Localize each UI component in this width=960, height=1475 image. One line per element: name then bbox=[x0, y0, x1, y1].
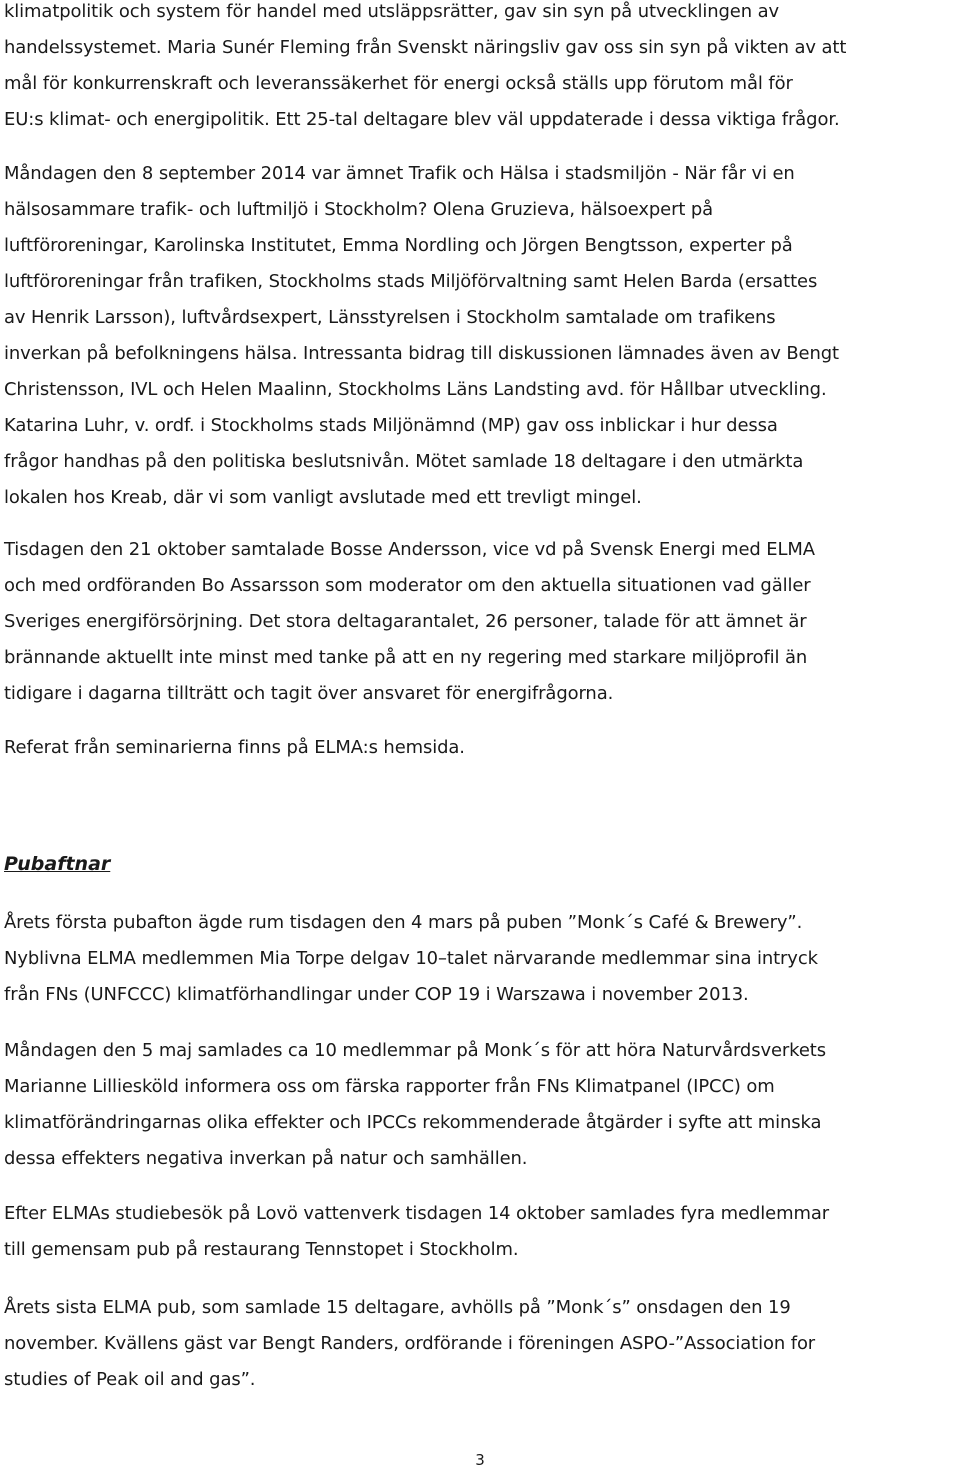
text-line: Marianne Lilliesköld informera oss om färska rapporter från FNs Klimatpanel (IPCC) om bbox=[4, 1076, 775, 1097]
paragraph-pub-mars bbox=[4, 905, 956, 1013]
text-line: Måndagen den 5 maj samlades ca 10 medlemmar på Monk´s för att höra Naturvårdsverkets bbox=[4, 1040, 826, 1061]
paragraph-trafik-halsa bbox=[4, 156, 956, 516]
text-line: från FNs (UNFCCC) klimatförhandlingar under COP 19 i Warszawa i november 2013. bbox=[4, 984, 749, 1005]
text-line: klimatpolitik och system för handel med utsläppsrätter, gav sin syn på utvecklingen av bbox=[4, 1, 779, 22]
text-line: frågor handhas på den politiska beslutsnivån. Mötet samlade 18 deltagare i den utmärkta bbox=[4, 451, 804, 472]
text-line: mål för konkurrenskraft och leveranssäkerhet för energi också ställs upp förutom mål för bbox=[4, 73, 793, 94]
text-line: luftföroreningar, Karolinska Institutet, Emma Nordling och Jörgen Bengtsson, experter på bbox=[4, 235, 793, 256]
text-line: Christensson, IVL och Helen Maalinn, Stockholms Läns Landsting avd. för Hållbar utveckling. bbox=[4, 379, 827, 400]
text-line: Årets första pubafton ägde rum tisdagen den 4 mars på puben ”Monk´s Café & Brewery”. bbox=[4, 912, 803, 933]
text-line: hälsosammare trafik- och luftmiljö i Stockholm? Olena Gruzieva, hälsoexpert på bbox=[4, 199, 714, 220]
text-line: Referat från seminarierna finns på ELMA:s hemsida. bbox=[4, 737, 465, 758]
text-line: lokalen hos Kreab, där vi som vanligt avslutade med ett trevligt mingel. bbox=[4, 487, 642, 508]
text-line: Nyblivna ELMA medlemmen Mia Torpe delgav 10–talet närvarande medlemmar sina intryck bbox=[4, 948, 818, 969]
text-line: Årets sista ELMA pub, som samlade 15 deltagare, avhölls på ”Monk´s” onsdagen den 19 bbox=[4, 1297, 791, 1318]
text-line: inverkan på befolkningens hälsa. Intressanta bidrag till diskussionen lämnades även av Bengt bbox=[4, 343, 839, 364]
text-line: klimatförändringarnas olika effekter och IPCCs rekommenderade åtgärder i syfte att minska bbox=[4, 1112, 822, 1133]
text-line: studies of Peak oil and gas”. bbox=[4, 1369, 256, 1390]
paragraph-eu-klimat bbox=[4, 0, 956, 138]
paragraph-pub-november bbox=[4, 1290, 956, 1398]
paragraph-referat bbox=[4, 730, 956, 766]
text-line: Sveriges energiförsörjning. Det stora deltagarantalet, 26 personer, talade för att ämnet är bbox=[4, 611, 807, 632]
text-line: Efter ELMAs studiebesök på Lovö vattenverk tisdagen 14 oktober samlades fyra medlemmar bbox=[4, 1203, 829, 1224]
text-line: handelssystemet. Maria Sunér Fleming från Svenskt näringsliv gav oss sin syn på vikten av att bbox=[4, 37, 847, 58]
text-line: EU:s klimat- och energipolitik. Ett 25-tal deltagare blev väl uppdaterade i dessa viktiga frågor. bbox=[4, 109, 840, 130]
text-line: Måndagen den 8 september 2014 var ämnet Trafik och Hälsa i stadsmiljön - När får vi en bbox=[4, 163, 795, 184]
page-number: 3 bbox=[475, 1451, 485, 1469]
section-heading-pubaftnar: Pubaftnar bbox=[4, 853, 111, 875]
text-line: och med ordföranden Bo Assarsson som moderator om den aktuella situationen vad gäller bbox=[4, 575, 811, 596]
text-line: Tisdagen den 21 oktober samtalade Bosse Andersson, vice vd på Svensk Energi med ELMA bbox=[4, 539, 815, 560]
text-line: till gemensam pub på restaurang Tennstopet i Stockholm. bbox=[4, 1239, 519, 1260]
paragraph-energiforsorjning bbox=[4, 532, 956, 712]
text-line: Katarina Luhr, v. ordf. i Stockholms stads Miljönämnd (MP) gav oss inblickar i hur dessa bbox=[4, 415, 778, 436]
text-line: av Henrik Larsson), luftvårdsexpert, Länsstyrelsen i Stockholm samtalade om trafikens bbox=[4, 307, 776, 328]
text-line: tidigare i dagarna tillträtt och tagit över ansvaret för energifrågorna. bbox=[4, 683, 614, 704]
text-line: dessa effekters negativa inverkan på natur och samhällen. bbox=[4, 1148, 528, 1169]
paragraph-pub-oktober bbox=[4, 1196, 956, 1268]
text-line: brännande aktuellt inte minst med tanke på att en ny regering med starkare miljöprofil än bbox=[4, 647, 808, 668]
text-line: luftföroreningar från trafiken, Stockholms stads Miljöförvaltning samt Helen Barda (ersattes bbox=[4, 271, 818, 292]
text-line: november. Kvällens gäst var Bengt Randers, ordförande i föreningen ASPO-”Association for bbox=[4, 1333, 816, 1354]
paragraph-pub-maj bbox=[4, 1033, 956, 1177]
